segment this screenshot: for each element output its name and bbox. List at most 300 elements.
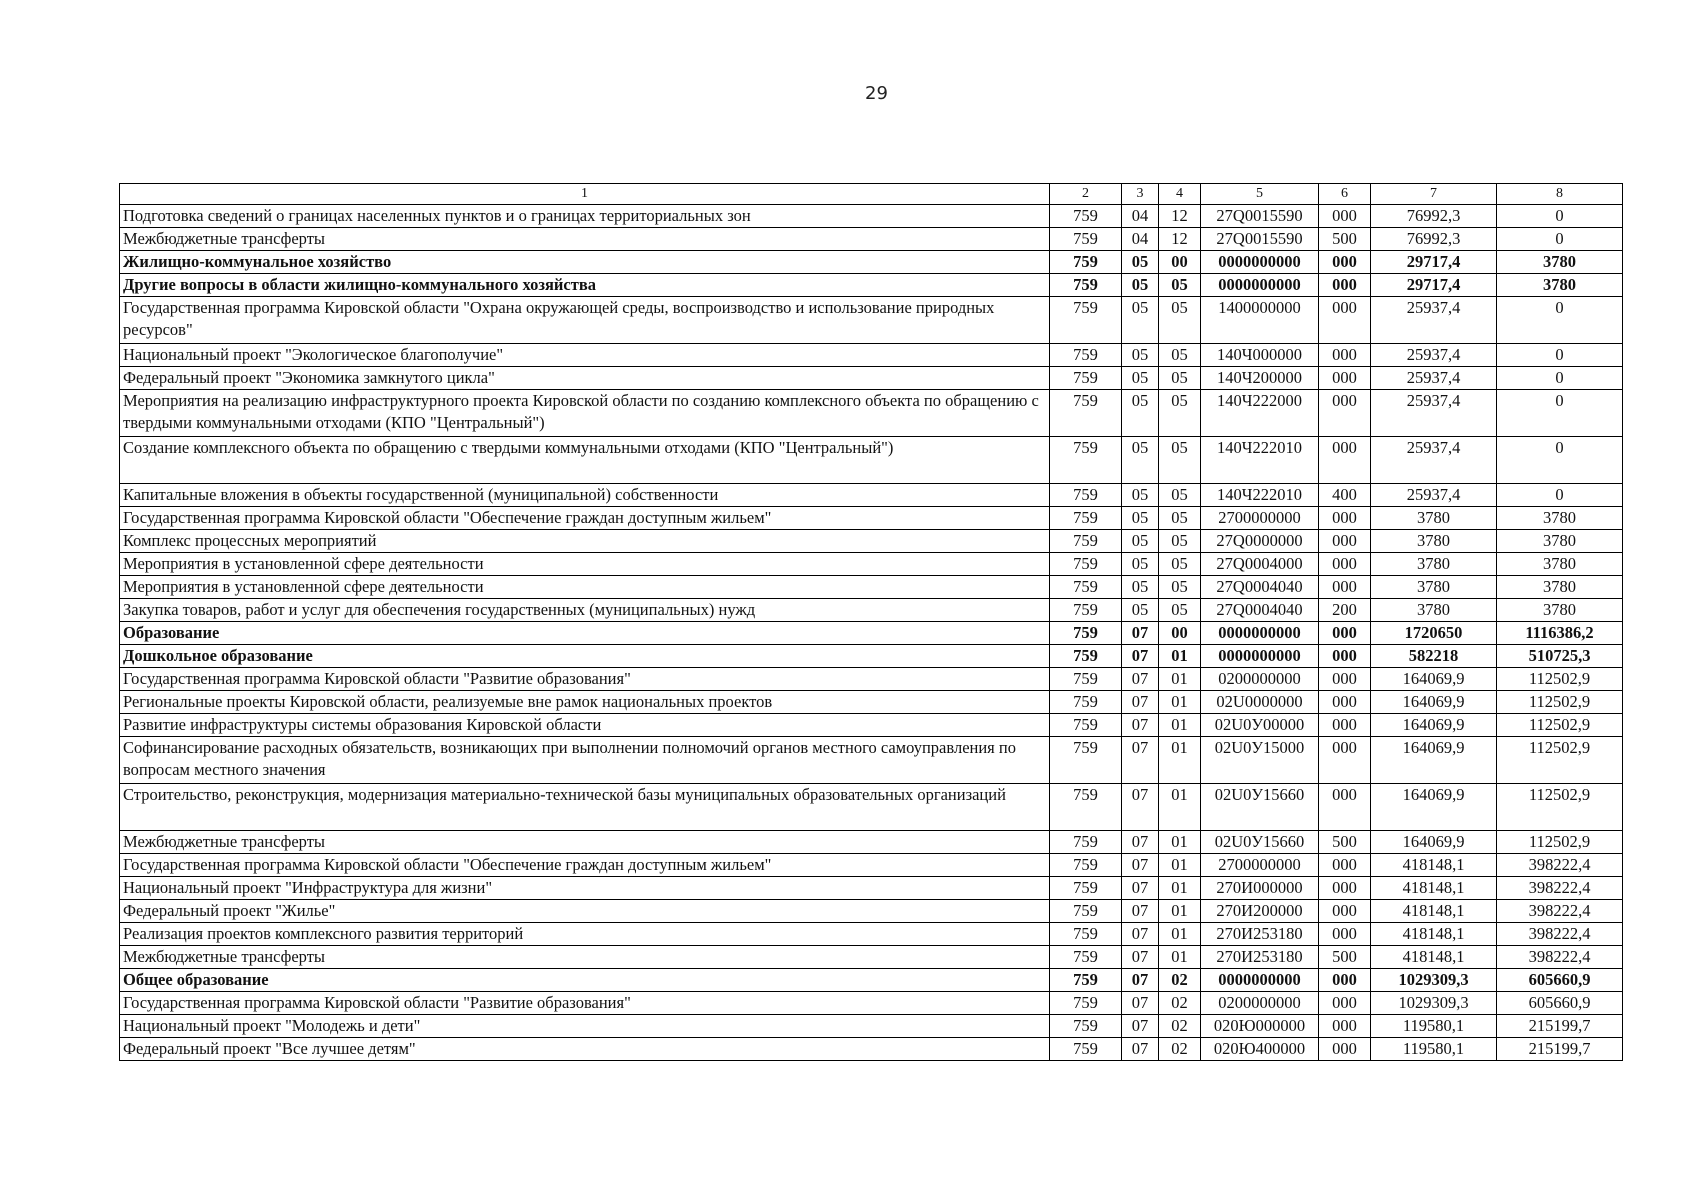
table-row	[120, 205, 1623, 228]
cell-target-item-code: 2700000000	[1201, 854, 1319, 877]
cell-amount-year-1: 164069,9	[1371, 784, 1497, 831]
cell-ministry-code: 759	[1050, 437, 1122, 484]
cell-subsection-code: 05	[1159, 553, 1201, 576]
cell-target-item-code: 2700000000	[1201, 507, 1319, 530]
cell-target-item-code: 27Q0004040	[1201, 576, 1319, 599]
cell-target-item-code: 27Q0000000	[1201, 530, 1319, 553]
cell-section-code: 04	[1122, 205, 1159, 228]
cell-expense-type-code: 000	[1319, 969, 1371, 992]
cell-amount-year-1: 25937,4	[1371, 344, 1497, 367]
table-row	[120, 969, 1623, 992]
cell-target-item-code: 0000000000	[1201, 274, 1319, 297]
cell-description: Федеральный проект "Экономика замкнутого цикла"	[120, 367, 1050, 390]
table-row	[120, 576, 1623, 599]
cell-subsection-code: 05	[1159, 390, 1201, 437]
cell-expense-type-code: 000	[1319, 900, 1371, 923]
cell-expense-type-code: 000	[1319, 668, 1371, 691]
cell-amount-year-1: 1720650	[1371, 622, 1497, 645]
cell-subsection-code: 05	[1159, 437, 1201, 484]
cell-ministry-code: 759	[1050, 228, 1122, 251]
cell-expense-type-code: 000	[1319, 390, 1371, 437]
cell-expense-type-code: 000	[1319, 205, 1371, 228]
table-row	[120, 1038, 1623, 1061]
cell-subsection-code: 01	[1159, 946, 1201, 969]
cell-expense-type-code: 000	[1319, 553, 1371, 576]
cell-amount-year-2: 215199,7	[1497, 1015, 1623, 1038]
cell-amount-year-1: 418148,1	[1371, 877, 1497, 900]
table-row	[120, 854, 1623, 877]
table-header-row	[120, 184, 1623, 205]
cell-amount-year-2: 1116386,2	[1497, 622, 1623, 645]
cell-expense-type-code: 000	[1319, 784, 1371, 831]
table-row	[120, 251, 1623, 274]
cell-section-code: 07	[1122, 923, 1159, 946]
table-row	[120, 645, 1623, 668]
cell-target-item-code: 27Q0004040	[1201, 599, 1319, 622]
cell-amount-year-1: 418148,1	[1371, 946, 1497, 969]
cell-description: Мероприятия на реализацию инфраструктурного проекта Кировской области по созданию комплексного объекта по обращению с твердыми коммунальными отходами (КПО "Центральный")	[120, 390, 1050, 437]
cell-target-item-code: 02U0У00000	[1201, 714, 1319, 737]
cell-ministry-code: 759	[1050, 668, 1122, 691]
table-row	[120, 530, 1623, 553]
table-row	[120, 691, 1623, 714]
cell-description: Региональные проекты Кировской области, реализуемые вне рамок национальных проектов	[120, 691, 1050, 714]
cell-ministry-code: 759	[1050, 251, 1122, 274]
cell-target-item-code: 0000000000	[1201, 969, 1319, 992]
cell-amount-year-1: 164069,9	[1371, 737, 1497, 784]
cell-target-item-code: 270И253180	[1201, 923, 1319, 946]
cell-expense-type-code: 000	[1319, 1038, 1371, 1061]
cell-ministry-code: 759	[1050, 854, 1122, 877]
cell-section-code: 07	[1122, 668, 1159, 691]
cell-target-item-code: 140Ч222010	[1201, 437, 1319, 484]
cell-section-code: 07	[1122, 645, 1159, 668]
cell-amount-year-2: 112502,9	[1497, 831, 1623, 854]
cell-target-item-code: 270И000000	[1201, 877, 1319, 900]
cell-description: Комплекс процессных мероприятий	[120, 530, 1050, 553]
cell-section-code: 05	[1122, 484, 1159, 507]
cell-amount-year-2: 3780	[1497, 553, 1623, 576]
table-row	[120, 668, 1623, 691]
budget-table	[119, 183, 1623, 1061]
cell-expense-type-code: 000	[1319, 854, 1371, 877]
cell-amount-year-2: 3780	[1497, 599, 1623, 622]
cell-description: Реализация проектов комплексного развития территорий	[120, 923, 1050, 946]
cell-subsection-code: 01	[1159, 854, 1201, 877]
cell-description: Жилищно-коммунальное хозяйство	[120, 251, 1050, 274]
cell-target-item-code: 020Ю400000	[1201, 1038, 1319, 1061]
cell-ministry-code: 759	[1050, 969, 1122, 992]
table-row	[120, 274, 1623, 297]
cell-ministry-code: 759	[1050, 553, 1122, 576]
column-number-header: 1	[120, 184, 1050, 205]
cell-expense-type-code: 000	[1319, 691, 1371, 714]
table-row	[120, 946, 1623, 969]
cell-amount-year-2: 112502,9	[1497, 668, 1623, 691]
cell-expense-type-code: 000	[1319, 877, 1371, 900]
cell-section-code: 05	[1122, 390, 1159, 437]
cell-expense-type-code: 000	[1319, 1015, 1371, 1038]
cell-section-code: 07	[1122, 714, 1159, 737]
cell-ministry-code: 759	[1050, 344, 1122, 367]
cell-ministry-code: 759	[1050, 923, 1122, 946]
cell-section-code: 07	[1122, 992, 1159, 1015]
cell-amount-year-1: 1029309,3	[1371, 992, 1497, 1015]
cell-amount-year-2: 0	[1497, 367, 1623, 390]
column-number-header: 8	[1497, 184, 1623, 205]
cell-target-item-code: 0000000000	[1201, 622, 1319, 645]
cell-ministry-code: 759	[1050, 205, 1122, 228]
cell-expense-type-code: 000	[1319, 737, 1371, 784]
cell-subsection-code: 12	[1159, 205, 1201, 228]
cell-subsection-code: 01	[1159, 668, 1201, 691]
cell-amount-year-2: 0	[1497, 437, 1623, 484]
table-row	[120, 228, 1623, 251]
table-row	[120, 737, 1623, 784]
cell-amount-year-2: 0	[1497, 484, 1623, 507]
cell-subsection-code: 01	[1159, 877, 1201, 900]
cell-amount-year-2: 112502,9	[1497, 691, 1623, 714]
cell-amount-year-1: 3780	[1371, 530, 1497, 553]
table-row	[120, 344, 1623, 367]
cell-subsection-code: 05	[1159, 484, 1201, 507]
cell-ministry-code: 759	[1050, 645, 1122, 668]
cell-amount-year-1: 29717,4	[1371, 251, 1497, 274]
table-row	[120, 297, 1623, 344]
cell-description: Закупка товаров, работ и услуг для обеспечения государственных (муниципальных) нужд	[120, 599, 1050, 622]
cell-section-code: 07	[1122, 831, 1159, 854]
cell-amount-year-1: 418148,1	[1371, 854, 1497, 877]
table-row	[120, 390, 1623, 437]
cell-target-item-code: 02U0У15660	[1201, 831, 1319, 854]
cell-amount-year-1: 3780	[1371, 507, 1497, 530]
cell-amount-year-2: 0	[1497, 344, 1623, 367]
cell-description: Государственная программа Кировской области "Обеспечение граждан доступным жильем"	[120, 507, 1050, 530]
cell-subsection-code: 01	[1159, 784, 1201, 831]
cell-expense-type-code: 000	[1319, 992, 1371, 1015]
cell-description: Мероприятия в установленной сфере деятельности	[120, 553, 1050, 576]
cell-amount-year-1: 29717,4	[1371, 274, 1497, 297]
cell-ministry-code: 759	[1050, 1038, 1122, 1061]
cell-section-code: 07	[1122, 622, 1159, 645]
table-row	[120, 437, 1623, 484]
cell-description: Другие вопросы в области жилищно-коммунального хозяйства	[120, 274, 1050, 297]
cell-subsection-code: 00	[1159, 251, 1201, 274]
cell-amount-year-2: 0	[1497, 228, 1623, 251]
cell-target-item-code: 270И253180	[1201, 946, 1319, 969]
cell-amount-year-1: 164069,9	[1371, 691, 1497, 714]
cell-ministry-code: 759	[1050, 1015, 1122, 1038]
cell-amount-year-2: 112502,9	[1497, 784, 1623, 831]
cell-ministry-code: 759	[1050, 507, 1122, 530]
cell-section-code: 05	[1122, 530, 1159, 553]
cell-expense-type-code: 000	[1319, 297, 1371, 344]
cell-amount-year-1: 3780	[1371, 576, 1497, 599]
cell-description: Межбюджетные трансферты	[120, 228, 1050, 251]
cell-target-item-code: 0200000000	[1201, 668, 1319, 691]
cell-section-code: 04	[1122, 228, 1159, 251]
cell-target-item-code: 020Ю000000	[1201, 1015, 1319, 1038]
cell-ministry-code: 759	[1050, 737, 1122, 784]
cell-section-code: 05	[1122, 599, 1159, 622]
cell-expense-type-code: 000	[1319, 645, 1371, 668]
cell-subsection-code: 01	[1159, 831, 1201, 854]
cell-amount-year-1: 25937,4	[1371, 367, 1497, 390]
cell-amount-year-2: 3780	[1497, 507, 1623, 530]
cell-amount-year-2: 398222,4	[1497, 900, 1623, 923]
cell-amount-year-2: 398222,4	[1497, 923, 1623, 946]
cell-ministry-code: 759	[1050, 622, 1122, 645]
cell-ministry-code: 759	[1050, 274, 1122, 297]
cell-section-code: 07	[1122, 946, 1159, 969]
cell-subsection-code: 01	[1159, 645, 1201, 668]
cell-amount-year-2: 0	[1497, 297, 1623, 344]
cell-amount-year-2: 398222,4	[1497, 877, 1623, 900]
cell-subsection-code: 01	[1159, 691, 1201, 714]
cell-ministry-code: 759	[1050, 992, 1122, 1015]
cell-section-code: 07	[1122, 969, 1159, 992]
cell-description: Национальный проект "Инфраструктура для жизни"	[120, 877, 1050, 900]
cell-section-code: 05	[1122, 553, 1159, 576]
cell-amount-year-1: 3780	[1371, 553, 1497, 576]
cell-target-item-code: 0000000000	[1201, 251, 1319, 274]
cell-description: Софинансирование расходных обязательств, возникающих при выполнении полномочий органов местного самоуправления по вопросам местного значения	[120, 737, 1050, 784]
table-row	[120, 784, 1623, 831]
cell-subsection-code: 02	[1159, 1038, 1201, 1061]
cell-target-item-code: 1400000000	[1201, 297, 1319, 344]
cell-ministry-code: 759	[1050, 691, 1122, 714]
cell-description: Дошкольное образование	[120, 645, 1050, 668]
cell-description: Подготовка сведений о границах населенных пунктов и о границах территориальных зон	[120, 205, 1050, 228]
cell-ministry-code: 759	[1050, 297, 1122, 344]
cell-amount-year-1: 164069,9	[1371, 714, 1497, 737]
cell-subsection-code: 05	[1159, 297, 1201, 344]
cell-amount-year-2: 398222,4	[1497, 854, 1623, 877]
cell-amount-year-1: 119580,1	[1371, 1038, 1497, 1061]
cell-amount-year-1: 164069,9	[1371, 668, 1497, 691]
cell-subsection-code: 05	[1159, 576, 1201, 599]
cell-section-code: 05	[1122, 274, 1159, 297]
cell-description: Государственная программа Кировской области "Развитие образования"	[120, 668, 1050, 691]
cell-target-item-code: 140Ч200000	[1201, 367, 1319, 390]
cell-section-code: 07	[1122, 900, 1159, 923]
cell-target-item-code: 140Ч222000	[1201, 390, 1319, 437]
cell-expense-type-code: 000	[1319, 714, 1371, 737]
cell-description: Развитие инфраструктуры системы образования Кировской области	[120, 714, 1050, 737]
cell-description: Межбюджетные трансферты	[120, 946, 1050, 969]
cell-section-code: 07	[1122, 854, 1159, 877]
cell-section-code: 05	[1122, 576, 1159, 599]
cell-section-code: 05	[1122, 367, 1159, 390]
table-row	[120, 484, 1623, 507]
cell-description: Строительство, реконструкция, модернизация материально-технической базы муниципальных образовательных организаций	[120, 784, 1050, 831]
column-number-header: 6	[1319, 184, 1371, 205]
cell-amount-year-2: 398222,4	[1497, 946, 1623, 969]
table-row	[120, 877, 1623, 900]
cell-subsection-code: 12	[1159, 228, 1201, 251]
cell-section-code: 07	[1122, 877, 1159, 900]
cell-expense-type-code: 000	[1319, 923, 1371, 946]
cell-target-item-code: 02U0У15000	[1201, 737, 1319, 784]
cell-expense-type-code: 000	[1319, 367, 1371, 390]
cell-amount-year-2: 605660,9	[1497, 969, 1623, 992]
cell-subsection-code: 05	[1159, 367, 1201, 390]
table-row	[120, 622, 1623, 645]
cell-subsection-code: 05	[1159, 274, 1201, 297]
cell-description: Общее образование	[120, 969, 1050, 992]
cell-ministry-code: 759	[1050, 484, 1122, 507]
cell-amount-year-2: 3780	[1497, 576, 1623, 599]
cell-amount-year-2: 3780	[1497, 251, 1623, 274]
table-row	[120, 831, 1623, 854]
cell-amount-year-2: 112502,9	[1497, 737, 1623, 784]
cell-expense-type-code: 000	[1319, 576, 1371, 599]
cell-amount-year-2: 215199,7	[1497, 1038, 1623, 1061]
cell-expense-type-code: 000	[1319, 622, 1371, 645]
table-row	[120, 507, 1623, 530]
cell-expense-type-code: 200	[1319, 599, 1371, 622]
cell-amount-year-1: 164069,9	[1371, 831, 1497, 854]
cell-expense-type-code: 000	[1319, 507, 1371, 530]
cell-ministry-code: 759	[1050, 576, 1122, 599]
cell-amount-year-2: 3780	[1497, 274, 1623, 297]
cell-expense-type-code: 500	[1319, 831, 1371, 854]
cell-target-item-code: 02U0У15660	[1201, 784, 1319, 831]
cell-amount-year-1: 25937,4	[1371, 390, 1497, 437]
cell-amount-year-1: 1029309,3	[1371, 969, 1497, 992]
cell-expense-type-code: 000	[1319, 274, 1371, 297]
cell-amount-year-1: 25937,4	[1371, 297, 1497, 344]
cell-expense-type-code: 000	[1319, 344, 1371, 367]
cell-ministry-code: 759	[1050, 390, 1122, 437]
cell-ministry-code: 759	[1050, 714, 1122, 737]
cell-amount-year-1: 25937,4	[1371, 484, 1497, 507]
cell-ministry-code: 759	[1050, 900, 1122, 923]
cell-section-code: 07	[1122, 1015, 1159, 1038]
cell-amount-year-2: 0	[1497, 390, 1623, 437]
cell-target-item-code: 27Q0004000	[1201, 553, 1319, 576]
cell-subsection-code: 05	[1159, 344, 1201, 367]
cell-section-code: 05	[1122, 437, 1159, 484]
cell-subsection-code: 02	[1159, 1015, 1201, 1038]
cell-amount-year-1: 76992,3	[1371, 228, 1497, 251]
cell-ministry-code: 759	[1050, 946, 1122, 969]
cell-amount-year-1: 418148,1	[1371, 900, 1497, 923]
cell-target-item-code: 140Ч000000	[1201, 344, 1319, 367]
column-number-header: 7	[1371, 184, 1497, 205]
cell-target-item-code: 270И200000	[1201, 900, 1319, 923]
cell-subsection-code: 05	[1159, 530, 1201, 553]
cell-expense-type-code: 400	[1319, 484, 1371, 507]
cell-amount-year-1: 25937,4	[1371, 437, 1497, 484]
table-row	[120, 367, 1623, 390]
cell-section-code: 05	[1122, 251, 1159, 274]
cell-subsection-code: 01	[1159, 923, 1201, 946]
table-body	[120, 184, 1623, 1061]
cell-subsection-code: 00	[1159, 622, 1201, 645]
cell-description: Федеральный проект "Все лучшее детям"	[120, 1038, 1050, 1061]
cell-description: Федеральный проект "Жилье"	[120, 900, 1050, 923]
cell-expense-type-code: 000	[1319, 251, 1371, 274]
cell-description: Мероприятия в установленной сфере деятельности	[120, 576, 1050, 599]
cell-amount-year-2: 112502,9	[1497, 714, 1623, 737]
column-number-header: 4	[1159, 184, 1201, 205]
table-row	[120, 714, 1623, 737]
column-number-header: 5	[1201, 184, 1319, 205]
cell-amount-year-2: 605660,9	[1497, 992, 1623, 1015]
table-row	[120, 1015, 1623, 1038]
cell-ministry-code: 759	[1050, 877, 1122, 900]
cell-ministry-code: 759	[1050, 530, 1122, 553]
cell-amount-year-1: 418148,1	[1371, 923, 1497, 946]
cell-subsection-code: 02	[1159, 992, 1201, 1015]
cell-amount-year-2: 510725,3	[1497, 645, 1623, 668]
cell-target-item-code: 0000000000	[1201, 645, 1319, 668]
cell-ministry-code: 759	[1050, 784, 1122, 831]
cell-section-code: 05	[1122, 297, 1159, 344]
table-row	[120, 599, 1623, 622]
column-number-header: 2	[1050, 184, 1122, 205]
cell-expense-type-code: 000	[1319, 437, 1371, 484]
cell-amount-year-1: 76992,3	[1371, 205, 1497, 228]
cell-description: Национальный проект "Молодежь и дети"	[120, 1015, 1050, 1038]
cell-description: Межбюджетные трансферты	[120, 831, 1050, 854]
cell-description: Образование	[120, 622, 1050, 645]
cell-description: Государственная программа Кировской области "Охрана окружающей среды, воспроизводство и использование природных ресурсов"	[120, 297, 1050, 344]
cell-description: Национальный проект "Экологическое благополучие"	[120, 344, 1050, 367]
cell-target-item-code: 02U0000000	[1201, 691, 1319, 714]
cell-target-item-code: 0200000000	[1201, 992, 1319, 1015]
cell-ministry-code: 759	[1050, 831, 1122, 854]
table-row	[120, 992, 1623, 1015]
cell-amount-year-2: 3780	[1497, 530, 1623, 553]
cell-subsection-code: 01	[1159, 900, 1201, 923]
cell-ministry-code: 759	[1050, 367, 1122, 390]
cell-amount-year-1: 119580,1	[1371, 1015, 1497, 1038]
cell-section-code: 05	[1122, 507, 1159, 530]
cell-expense-type-code: 500	[1319, 228, 1371, 251]
cell-subsection-code: 05	[1159, 507, 1201, 530]
table-row	[120, 553, 1623, 576]
cell-section-code: 05	[1122, 344, 1159, 367]
cell-subsection-code: 01	[1159, 737, 1201, 784]
cell-expense-type-code: 500	[1319, 946, 1371, 969]
table-row	[120, 923, 1623, 946]
cell-description: Государственная программа Кировской области "Развитие образования"	[120, 992, 1050, 1015]
page-number: 29	[865, 83, 888, 104]
cell-section-code: 07	[1122, 737, 1159, 784]
column-number-header: 3	[1122, 184, 1159, 205]
cell-description: Создание комплексного объекта по обращению с твердыми коммунальными отходами (КПО "Центральный")	[120, 437, 1050, 484]
cell-amount-year-2: 0	[1497, 205, 1623, 228]
cell-subsection-code: 02	[1159, 969, 1201, 992]
cell-amount-year-1: 582218	[1371, 645, 1497, 668]
cell-ministry-code: 759	[1050, 599, 1122, 622]
cell-amount-year-1: 3780	[1371, 599, 1497, 622]
cell-target-item-code: 140Ч222010	[1201, 484, 1319, 507]
cell-description: Капитальные вложения в объекты государственной (муниципальной) собственности	[120, 484, 1050, 507]
cell-subsection-code: 01	[1159, 714, 1201, 737]
cell-section-code: 07	[1122, 784, 1159, 831]
cell-target-item-code: 27Q0015590	[1201, 205, 1319, 228]
cell-section-code: 07	[1122, 1038, 1159, 1061]
cell-section-code: 07	[1122, 691, 1159, 714]
cell-expense-type-code: 000	[1319, 530, 1371, 553]
cell-description: Государственная программа Кировской области "Обеспечение граждан доступным жильем"	[120, 854, 1050, 877]
cell-target-item-code: 27Q0015590	[1201, 228, 1319, 251]
table-row	[120, 900, 1623, 923]
cell-subsection-code: 05	[1159, 599, 1201, 622]
